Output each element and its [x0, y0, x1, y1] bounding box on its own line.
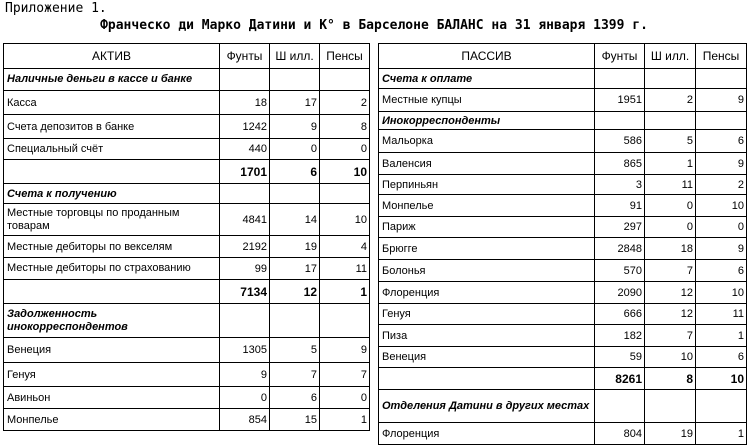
pounds-cell: 91 [595, 195, 645, 217]
section-label: Наличные деньги в кассе и банке [4, 69, 220, 91]
pence-cell: 2 [320, 91, 370, 115]
table-row [379, 195, 747, 217]
pence-cell: 1 [320, 409, 370, 431]
appendix-caption: Приложение 1. [5, 1, 107, 16]
pounds-cell: 1951 [595, 89, 645, 112]
pence-cell: 10 [696, 195, 747, 217]
shillings-cell: 8 [645, 368, 696, 390]
shillings-cell: 0 [270, 139, 320, 160]
row-label: Монпелье [4, 409, 220, 431]
shillings-cell: 15 [270, 409, 320, 431]
col-shillings-header: Ш илл. [270, 44, 320, 69]
pounds-cell [595, 69, 645, 89]
pounds-cell: 2090 [595, 282, 645, 304]
pence-cell: 11 [696, 304, 747, 325]
pence-cell: 10 [696, 368, 747, 390]
col-pence-header: Пенсы [696, 44, 747, 69]
table-row [4, 91, 370, 115]
row-label: Местные купцы [379, 89, 595, 112]
pence-cell: 6 [696, 260, 747, 282]
table-row [4, 409, 370, 431]
section-label: Счета к оплате [379, 69, 595, 89]
pence-cell: 6 [696, 130, 747, 153]
shillings-cell: 7 [270, 363, 320, 387]
table-row [379, 325, 747, 347]
pence-cell: 1 [696, 423, 747, 445]
shillings-cell: 14 [270, 204, 320, 236]
shillings-cell: 12 [645, 304, 696, 325]
row-label: Местные торговцы по проданным товарам [4, 204, 220, 236]
table-row [4, 204, 370, 236]
pounds-cell [595, 112, 645, 130]
shillings-cell [645, 69, 696, 89]
row-label [4, 160, 220, 184]
pounds-cell: 2192 [220, 236, 270, 258]
table-row [379, 153, 747, 175]
pounds-cell: 4841 [220, 204, 270, 236]
row-label: Болонья [379, 260, 595, 282]
pence-cell [696, 112, 747, 130]
pounds-cell: 3 [595, 175, 645, 195]
pounds-cell: 9 [220, 363, 270, 387]
pounds-cell: 182 [595, 325, 645, 347]
row-label: Специальный счёт [4, 139, 220, 160]
document-title: Франческо ди Марко Датини и К° в Барселоне БАЛАНС на 31 января 1399 г. [100, 18, 648, 33]
col-pence-header: Пенсы [320, 44, 370, 69]
pounds-cell: 570 [595, 260, 645, 282]
section-label: Счета к получению [4, 184, 220, 204]
pounds-cell: 586 [595, 130, 645, 153]
pence-cell: 9 [696, 153, 747, 175]
pence-cell: 9 [696, 238, 747, 260]
pence-cell: 6 [696, 347, 747, 368]
table-row [379, 130, 747, 153]
row-label: Перпиньян [379, 175, 595, 195]
liabilities-header: ПАССИВ [379, 44, 595, 69]
row-label: Местные дебиторы по страхованию [4, 258, 220, 280]
shillings-cell: 6 [270, 160, 320, 184]
pence-cell: 1 [320, 280, 370, 304]
pence-cell: 0 [320, 139, 370, 160]
pounds-cell: 865 [595, 153, 645, 175]
section-row [379, 112, 747, 130]
pounds-cell: 2848 [595, 238, 645, 260]
row-label: Пиза [379, 325, 595, 347]
pence-cell [320, 69, 370, 91]
table-row [4, 387, 370, 409]
pence-cell: 10 [320, 204, 370, 236]
row-label: Счета депозитов в банке [4, 115, 220, 139]
pounds-cell [595, 390, 645, 423]
row-label: Монпелье [379, 195, 595, 217]
pence-cell [696, 390, 747, 423]
shillings-cell: 19 [270, 236, 320, 258]
row-label: Париж [379, 217, 595, 238]
col-pounds-header: Фунты [220, 44, 270, 69]
pence-cell: 0 [320, 387, 370, 409]
pounds-cell: 1242 [220, 115, 270, 139]
row-label: Брюгге [379, 238, 595, 260]
pounds-cell: 440 [220, 139, 270, 160]
shillings-cell: 12 [645, 282, 696, 304]
table-row [4, 115, 370, 139]
shillings-cell: 19 [645, 423, 696, 445]
pounds-cell: 7134 [220, 280, 270, 304]
shillings-cell: 17 [270, 91, 320, 115]
shillings-cell: 6 [270, 387, 320, 409]
row-label [4, 280, 220, 304]
row-label: Венеция [379, 347, 595, 368]
pounds-cell: 854 [220, 409, 270, 431]
pence-cell: 9 [696, 89, 747, 112]
table-row [4, 236, 370, 258]
pounds-cell: 666 [595, 304, 645, 325]
pounds-cell: 804 [595, 423, 645, 445]
row-label: Флоренция [379, 423, 595, 445]
section-label: Инокорреспонденты [379, 112, 595, 130]
liabilities-table [378, 43, 747, 445]
table-row [379, 304, 747, 325]
shillings-cell: 5 [270, 338, 320, 363]
table-row [379, 260, 747, 282]
assets-body [4, 69, 370, 431]
pence-cell: 4 [320, 236, 370, 258]
shillings-cell [270, 69, 320, 91]
pence-cell: 2 [696, 175, 747, 195]
section-label: Задолженность инокорреспондентов [4, 304, 220, 338]
shillings-cell: 12 [270, 280, 320, 304]
subtotal-row [4, 160, 370, 184]
shillings-cell: 11 [645, 175, 696, 195]
row-label: Касса [4, 91, 220, 115]
pounds-cell: 1701 [220, 160, 270, 184]
shillings-cell: 0 [645, 217, 696, 238]
pence-cell: 0 [696, 217, 747, 238]
table-row [379, 282, 747, 304]
table-row [379, 238, 747, 260]
pence-cell [320, 304, 370, 338]
pence-cell [320, 184, 370, 204]
row-label: Флоренция [379, 282, 595, 304]
pounds-cell: 8261 [595, 368, 645, 390]
pence-cell: 10 [320, 160, 370, 184]
pence-cell: 10 [696, 282, 747, 304]
pounds-cell [220, 304, 270, 338]
shillings-cell: 9 [270, 115, 320, 139]
subtotal-row [379, 368, 747, 390]
shillings-cell [645, 390, 696, 423]
section-row [379, 390, 747, 423]
pounds-cell [220, 184, 270, 204]
table-row [379, 175, 747, 195]
pounds-cell: 0 [220, 387, 270, 409]
shillings-cell: 10 [645, 347, 696, 368]
table-row [4, 139, 370, 160]
section-row [379, 69, 747, 89]
shillings-cell: 0 [645, 195, 696, 217]
row-label: Местные дебиторы по векселям [4, 236, 220, 258]
assets-table [3, 43, 370, 431]
pence-cell: 1 [696, 325, 747, 347]
shillings-cell: 1 [645, 153, 696, 175]
row-label: Валенсия [379, 153, 595, 175]
table-row [4, 363, 370, 387]
row-label: Авиньон [4, 387, 220, 409]
table-row [379, 347, 747, 368]
subtotal-row [4, 280, 370, 304]
liabilities-body [379, 69, 747, 445]
pence-cell [696, 69, 747, 89]
row-label [379, 368, 595, 390]
shillings-cell [270, 184, 320, 204]
row-label: Мальорка [379, 130, 595, 153]
pounds-cell: 18 [220, 91, 270, 115]
shillings-cell [270, 304, 320, 338]
assets-header: АКТИВ [4, 44, 220, 69]
pounds-cell [220, 69, 270, 91]
col-shillings-header: Ш илл. [645, 44, 696, 69]
pence-cell: 8 [320, 115, 370, 139]
section-label: Отделения Датини в других местах [379, 390, 595, 423]
shillings-cell: 7 [645, 325, 696, 347]
pounds-cell: 297 [595, 217, 645, 238]
row-label: Венеция [4, 338, 220, 363]
col-pounds-header: Фунты [595, 44, 645, 69]
pounds-cell: 99 [220, 258, 270, 280]
table-row [379, 217, 747, 238]
section-row [4, 69, 370, 91]
pounds-cell: 1305 [220, 338, 270, 363]
shillings-cell: 2 [645, 89, 696, 112]
shillings-cell [645, 112, 696, 130]
section-row [4, 184, 370, 204]
table-row [4, 338, 370, 363]
table-row [379, 89, 747, 112]
shillings-cell: 7 [645, 260, 696, 282]
shillings-cell: 5 [645, 130, 696, 153]
table-row [379, 423, 747, 445]
table-row [4, 258, 370, 280]
pence-cell: 7 [320, 363, 370, 387]
row-label: Генуя [379, 304, 595, 325]
pounds-cell: 59 [595, 347, 645, 368]
pence-cell: 9 [320, 338, 370, 363]
shillings-cell: 17 [270, 258, 320, 280]
row-label: Генуя [4, 363, 220, 387]
shillings-cell: 18 [645, 238, 696, 260]
pence-cell: 11 [320, 258, 370, 280]
section-row [4, 304, 370, 338]
